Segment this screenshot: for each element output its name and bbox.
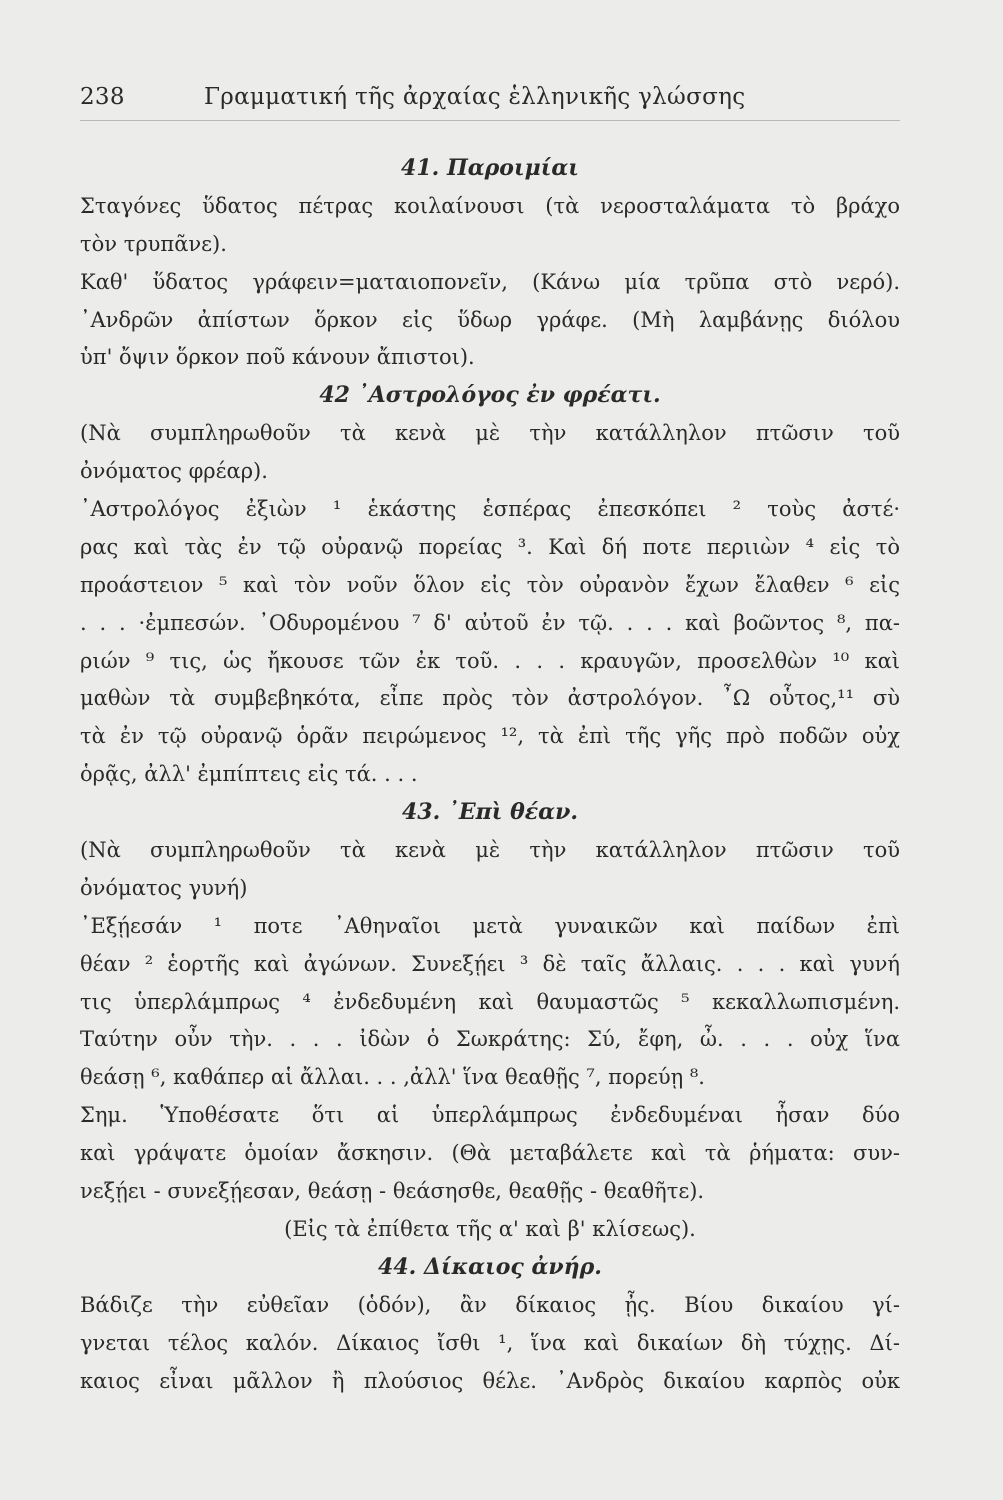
- section-heading: 44. Δίκαιος ἀνήρ.: [378, 1253, 602, 1280]
- text-line: ὀνόματος γυνή): [80, 875, 248, 900]
- text-line: Καθ' ὕδατος γράφειν=ματαιοπονεῖν, (Κάνω μία τρῦπα στὸ νερό).: [80, 269, 900, 294]
- text-line: (Νὰ συμπληρωθοῦν τὰ κενὰ μὲ τὴν κατάλληλον πτῶσιν τοῦ: [80, 421, 900, 446]
- section-heading: 42 ᾿Αστρολόγος ἐν φρέατι.: [319, 382, 661, 409]
- text-line: (Εἰς τὰ ἐπίθετα τῆς α' καὶ β' κλίσεως).: [284, 1216, 696, 1241]
- text-line: ᾿Ανδρῶν ἀπίστων ὅρκον εἰς ὕδωρ γράφε. (Μὴ λαμβάνῃς διόλου: [80, 307, 900, 332]
- text-line: ὀνόματος φρέαρ).: [80, 459, 268, 484]
- text-line: θέαν ² ἑορτῆς καὶ ἀγώνων. Συνεξῄει ³ δὲ ταῖς ἄλλαις. . . . καὶ γυνή: [80, 951, 900, 976]
- running-header: [80, 84, 900, 121]
- text-line: Βάδιζε τὴν εὐθεῖαν (ὁδόν), ἂν δίκαιος ᾖς. Βίου δικαίου γί-: [80, 1292, 900, 1317]
- text-line: ὁρᾷς, ἀλλ' ἐμπίπτεις εἰς τά. . . .: [80, 762, 418, 787]
- text-line: . . . ·ἐμπεσών. ᾿Οδυρομένου ⁷ δ' αὐτοῦ ἐν τῷ. . . . καὶ βοῶντος ⁸, πα-: [80, 610, 900, 635]
- text-line: προάστειον ⁵ καὶ τὸν νοῦν ὅλον εἰς τὸν οὐρανὸν ἔχων ἔλαθεν ⁶ εἰς: [80, 572, 900, 597]
- section-heading: 41. Παροιμίαι: [401, 155, 579, 181]
- text-line: νεξῄει - συνεξῄεσαν, θεάσῃ - θεάσησθε, θεαθῇς - θεαθῆτε).: [80, 1179, 705, 1204]
- text-line: Ταύτην οὖν τὴν. . . . ἰδὼν ὁ Σωκράτης: Σύ, ἔφη, ὦ. . . . οὐχ ἵνα: [80, 1027, 900, 1052]
- running-title: Γραμματική τῆς ἀρχαίας ἑλληνικῆς γλώσσης: [204, 84, 746, 110]
- text-line: καιος εἶναι μᾶλλον ἢ πλούσιος θέλε. ᾿Ανδρὸς δικαίου καρπὸς οὐκ: [80, 1368, 900, 1393]
- text-line: ριών ⁹ τις, ὡς ἤκουσε τῶν ἐκ τοῦ. . . . κραυγῶν, προσελθὼν ¹⁰ καὶ: [80, 648, 900, 673]
- text-line: Σημ. Ὑποθέσατε ὅτι αἱ ὑπερλάμπρως ἐνδεδυμέναι ἦσαν δύο: [80, 1103, 900, 1128]
- text-line: Σταγόνες ὕδατος πέτρας κοιλαίνουσι (τὰ νεροσταλάματα τὸ βράχο: [80, 193, 900, 218]
- text-line: τις ὑπερλάμπρως ⁴ ἐνδεδυμένη καὶ θαυμαστῶς ⁵ κεκαλλωπισμένη.: [80, 989, 900, 1014]
- text-line: ᾿Αστρολόγος ἐξιὼν ¹ ἑκάστης ἑσπέρας ἐπεσκόπει ² τοὺς ἀστέ·: [80, 497, 900, 522]
- section-heading: 43. ᾿Επὶ θέαν.: [401, 799, 578, 826]
- text-body: [80, 150, 900, 1400]
- text-line: ὑπ' ὄψιν ὅρκον ποῦ κάνουν ἄπιστοι).: [80, 345, 475, 370]
- text-line: ᾿Εξῄεσάν ¹ ποτε ᾿Αθηναῖοι μετὰ γυναικῶν καὶ παίδων ἐπὶ: [80, 913, 900, 938]
- text-line: θεάσῃ ⁶, καθάπερ αἱ ἄλλαι. . . ,ἀλλ' ἵνα θεαθῇς ⁷, πορεύῃ ⁸.: [80, 1065, 705, 1090]
- text-line: (Νὰ συμπληρωθοῦν τὰ κενὰ μὲ τὴν κατάλληλον πτῶσιν τοῦ: [80, 838, 900, 863]
- text-line: καὶ γράψατε ὁμοίαν ἄσκησιν. (Θὰ μεταβάλετε καὶ τὰ ῥήματα: συν-: [80, 1141, 900, 1166]
- text-line: ρας καὶ τὰς ἐν τῷ οὐρανῷ πορείας ³. Καὶ δή ποτε περιιὼν ⁴ εἰς τὸ: [80, 534, 900, 559]
- page-number: 238: [80, 84, 125, 110]
- text-line: γνεται τέλος καλόν. Δίκαιος ἴσθι ¹, ἵνα καὶ δικαίων δὴ τύχῃς. Δί-: [80, 1330, 900, 1355]
- text-line: τὸν τρυπᾶνε).: [80, 231, 227, 256]
- text-line: τὰ ἐν τῷ οὐρανῷ ὁρᾶν πειρώμενος ¹², τὰ ἐπὶ τῆς γῆς πρὸ ποδῶν οὐχ: [80, 724, 900, 749]
- text-line: μαθὼν τὰ συμβεβηκότα, εἶπε πρὸς τὸν ἀστρολόγον. ῏Ω οὗτος,¹¹ σὺ: [80, 686, 900, 711]
